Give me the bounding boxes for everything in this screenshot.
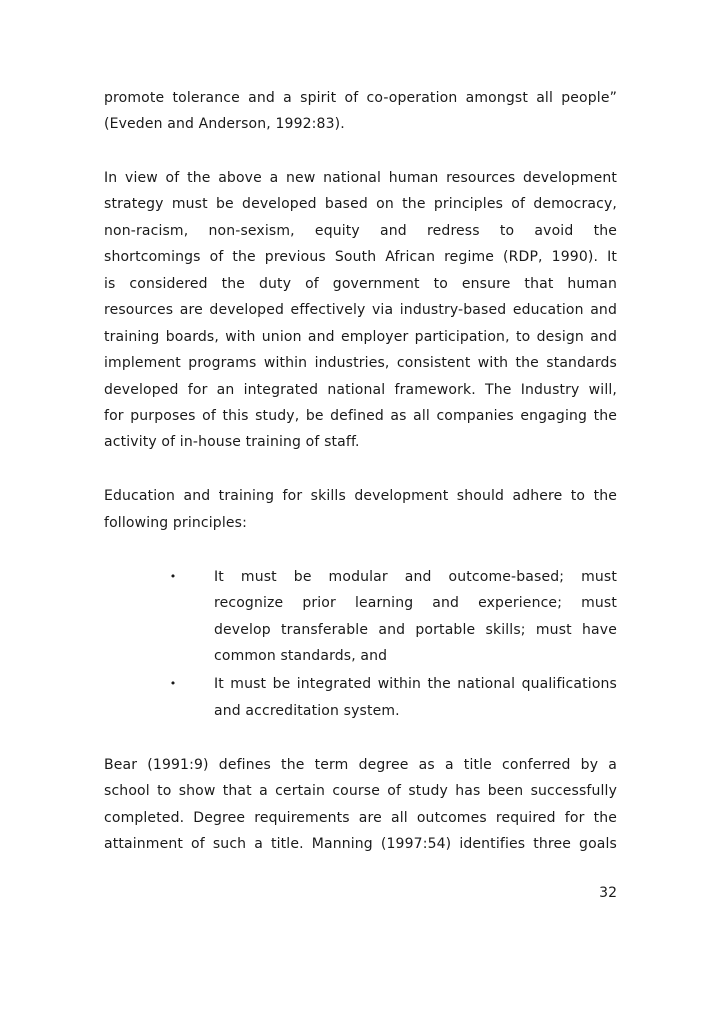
list-item-line: and accreditation system. xyxy=(214,703,400,719)
page-number: 32 xyxy=(599,885,617,901)
list-item-line: develop transferable and portable skills; must have xyxy=(214,622,617,638)
text-line: resources are developed effectively via industry-based education and xyxy=(104,302,617,318)
list-item-line: It must be integrated within the national qualifications xyxy=(214,676,617,692)
text-line: Education and training for skills development should adhere to the xyxy=(104,488,617,504)
text-line: Bear (1991:9) defines the term degree as a title conferred by a xyxy=(104,757,617,773)
text-line: promote tolerance and a spirit of co-operation amongst all people” xyxy=(104,90,617,106)
text-line: completed. Degree requirements are all outcomes required for the xyxy=(104,810,617,826)
bullet-icon: • xyxy=(169,677,177,690)
text-line: following principles: xyxy=(104,515,247,531)
text-line: attainment of such a title. Manning (1997:54) identifies three goals xyxy=(104,836,617,852)
text-line: (Eveden and Anderson, 1992:83). xyxy=(104,116,345,132)
text-line: strategy must be developed based on the principles of democracy, xyxy=(104,196,617,212)
text-line: is considered the duty of government to ensure that human xyxy=(104,276,617,292)
text-line: activity of in-house training of staff. xyxy=(104,434,360,450)
text-line: In view of the above a new national human resources development xyxy=(104,170,617,186)
text-line: school to show that a certain course of study has been successfully xyxy=(104,783,617,799)
text-line: developed for an integrated national framework. The Industry will, xyxy=(104,382,617,398)
text-line: for purposes of this study, be defined as all companies engaging the xyxy=(104,408,617,424)
text-line: training boards, with union and employer participation, to design and xyxy=(104,329,617,345)
text-line: non-racism, non-sexism, equity and redress to avoid the xyxy=(104,223,617,239)
text-line: shortcomings of the previous South African regime (RDP, 1990). It xyxy=(104,249,617,265)
text-line: implement programs within industries, consistent with the standards xyxy=(104,355,617,371)
list-item-line: It must be modular and outcome-based; must xyxy=(214,569,617,585)
bullet-icon: • xyxy=(169,570,177,583)
list-item-line: recognize prior learning and experience; must xyxy=(214,595,617,611)
list-item-line: common standards, and xyxy=(214,648,388,664)
